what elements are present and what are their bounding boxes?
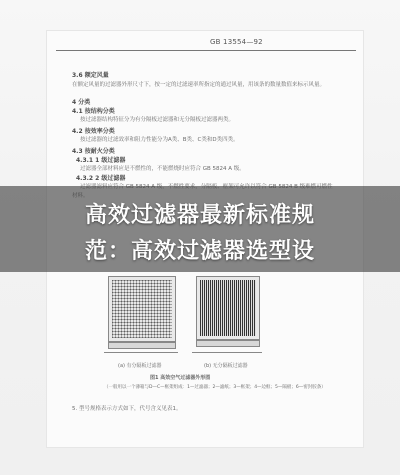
figure-caption-note: （一般用以一个薄箱与D—C—框架组成：1—过滤器；2—滤纸；3—框架；4—边框；5—隔板；6—密封胶条） <box>104 385 326 390</box>
clause-3-6: 3.6 额定风量 <box>72 72 109 79</box>
figure-b-dimension-line <box>192 352 262 353</box>
figure-a-dimension-line <box>104 352 178 353</box>
clause-4-1-text: 按过滤器结构特征分为有分隔板过滤器和无分隔板过滤器两类。 <box>80 117 235 123</box>
clause-3-6-text: 在额定风量的过滤器外形尺寸下，按一定的过滤速率所指定的通过风量，用该条的数量数值来标示风量。 <box>72 82 326 88</box>
figure-a-frame-base <box>108 342 176 349</box>
figure-filter-without-separators <box>196 276 260 340</box>
clause-4-3-2: 4.3.2 2 级过滤器 <box>76 175 126 182</box>
figure-caption: 图1 高效空气过滤器外形图 <box>150 375 211 381</box>
figure-label-a: (a) 有分隔板过滤器 <box>118 363 162 369</box>
clause-4-2: 4.2 按效率分类 <box>72 128 115 135</box>
header-rule <box>56 50 356 51</box>
figure-b-frame-base <box>196 340 260 347</box>
separator-pattern <box>112 280 172 338</box>
clause-4-2-text: 按过滤器的过滤效率和阻力性能分为A类、B类、C类和D类四类。 <box>80 137 239 143</box>
figure-filter-with-separators <box>108 276 176 342</box>
clause-4-3-1-text: 过滤器全部材料应是不燃性的，不能燃烧时应符合 GB 5824 A 级。 <box>80 166 245 172</box>
clause-4-3-1: 4.3.1 1 级过滤器 <box>76 157 126 164</box>
pleat-pattern-dense <box>200 280 256 336</box>
clause-4-1: 4.1 按结构分类 <box>72 108 115 115</box>
clause-4-3: 4.3 按耐火分类 <box>72 148 115 155</box>
section-4-heading: 4 分类 <box>72 99 91 106</box>
figure-label-b: (b) 无分隔板过滤器 <box>204 363 248 369</box>
standard-header: GB 13554—92 <box>210 38 263 46</box>
overlay-title-line-1: 高效过滤器最新标准规 <box>84 203 315 228</box>
clause-5-text: 5. 型号规格表示方式如下，代号含义见表1。 <box>72 406 182 412</box>
overlay-title-line-2: 范：高效过滤器选型设 <box>84 239 315 264</box>
